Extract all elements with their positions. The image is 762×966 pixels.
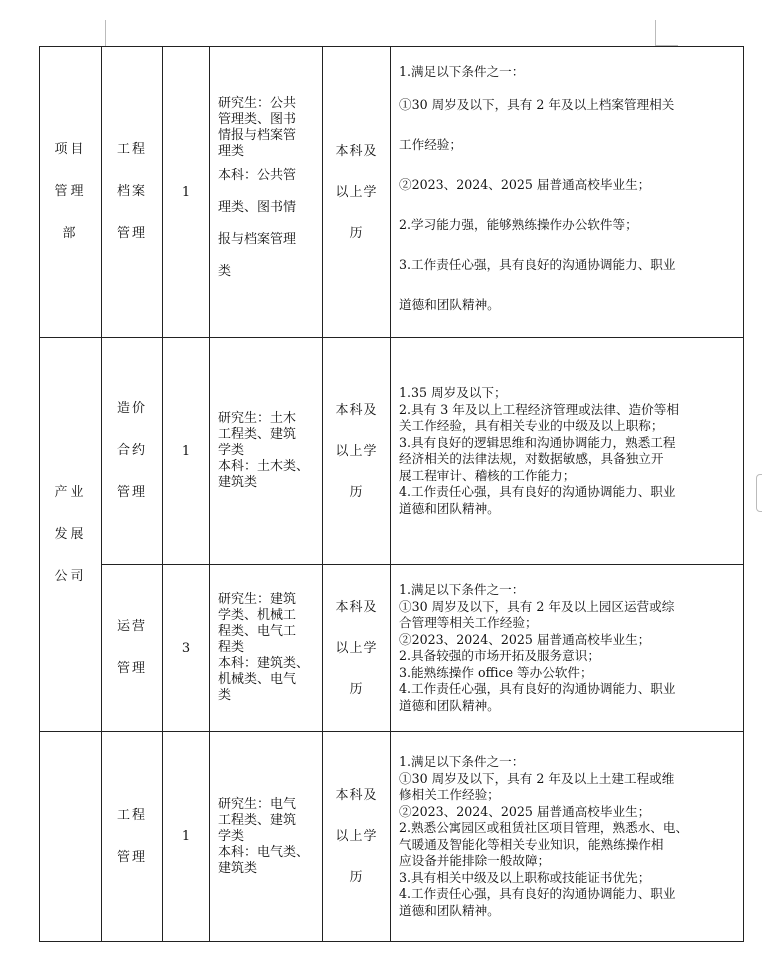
headcount-cell: 1	[163, 47, 210, 338]
education-cell: 本科及 以上学 历	[323, 565, 391, 732]
major-cell: 研究生：公共 管理类、图书 情报与档案管 理类 本科：公共管 理类、图书情 报与档案管理 类	[210, 47, 323, 338]
recruitment-table	[39, 46, 744, 942]
table-row	[40, 338, 744, 565]
position-cell: 造价 合约 管理	[102, 338, 163, 565]
crop-mark-left	[105, 20, 106, 46]
department-text: 项目 管理 部	[54, 142, 87, 241]
position-cell: 运营 管理	[102, 565, 163, 732]
table-row	[40, 565, 744, 732]
requirements-cell: 1.满足以下条件之一： ①30 周岁及以下，具有 2 年及以上档案管理相关 工作经验； ②2023、2024、2025 届普通高校毕业生； 2.学习能力强，能够熟练操作办公软件等； 3.工作责任心强，具有良好的沟通协调能力、职业 道德和团队精神。	[391, 47, 744, 338]
major-cell: 研究生：建筑 学类、机械工 程类、电气工 程类 本科：建筑类、 机械类、电气 类	[210, 565, 323, 732]
education-cell: 本科及 以上学 历	[323, 338, 391, 565]
position-cell: 工程 管理	[102, 732, 163, 942]
headcount-cell: 1	[163, 338, 210, 565]
crop-mark-right	[655, 20, 656, 46]
department-cell	[40, 47, 102, 338]
table-row	[40, 732, 744, 942]
table-row	[40, 47, 744, 338]
requirements-cell: 1.满足以下条件之一： ①30 周岁及以下，具有 2 年及以上土建工程或维 修相关工作经验； ②2023、2024、2025 届普通高校毕业生； 2.熟悉公寓园区或租赁社区项目管理，熟悉水、电、 气暖通及智能化等相关专业知识，能熟练操作相 应设备并能排除一般故障； 3.具有相关中级及以上职称或技能证书优先； 4.工作责任心强，具有良好的沟通协调能力、职业 道德和团队精神。	[391, 732, 744, 942]
position-cell: 工程 档案 管理	[102, 47, 163, 338]
education-cell: 本科及 以上学 历	[323, 47, 391, 338]
education-cell: 本科及 以上学 历	[323, 732, 391, 942]
department-cell	[40, 338, 102, 732]
major-cell: 研究生：电气 工程类、建筑 学类 本科：电气类、 建筑类	[210, 732, 323, 942]
requirements-cell: 1.35 周岁及以下； 2.具有 3 年及以上工程经济管理或法律、造价等相 关工作经验，具有相关专业的中级及以上职称； 3.具有良好的逻辑思维和沟通协调能力，熟悉工程 经济相关的法律法规，对数据敏感，具备独立开 展工程审计、稽核的工作能力； 4.工作责任心强，具有良好的沟通协调能力、职业 道德和团队精神。	[391, 338, 744, 565]
requirements-cell: 1.满足以下条件之一： ①30 周岁及以下，具有 2 年及以上园区运营或综 合管理等相关工作经验； ②2023、2024、2025 届普通高校毕业生； 2.具备较强的市场开拓及服务意识； 3.能熟练操作 office 等办公软件； 4.工作责任心强，具有良好的沟通协调能力、职业 道德和团队精神。	[391, 565, 744, 732]
department-text: 产业 发展 公司	[54, 484, 87, 584]
headcount-cell: 3	[163, 565, 210, 732]
side-scroll-tab[interactable]	[756, 474, 762, 512]
headcount-cell: 1	[163, 732, 210, 942]
major-cell: 研究生：土木 工程类、建筑 学类 本科：土木类、 建筑类	[210, 338, 323, 565]
department-cell	[40, 732, 102, 942]
